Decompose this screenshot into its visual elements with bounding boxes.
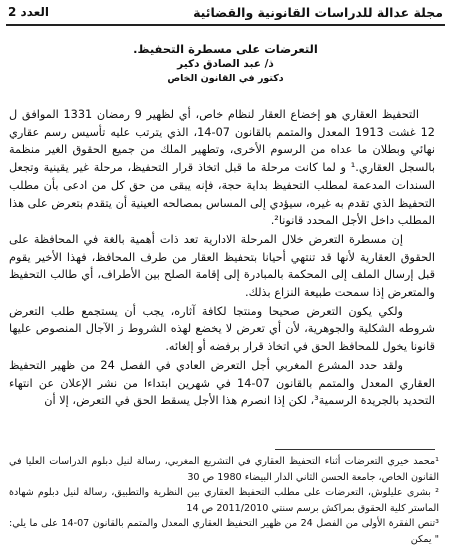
- header-rule: [6, 24, 445, 26]
- article-title: التعرضات على مسطرة التحفيظ.: [133, 42, 318, 56]
- running-header: [0, 0, 451, 24]
- body-paragraph: التحفيظ العقاري هو إخضاع العقار لنظام خاص، أي لظهير 9 رمضان 1331 الموافق ل 12 غشت 1913 المعدل والمتمم بالقانون 07-14، الذي يترتب عليه تأسيس رسم عقاري نهائي وبطلان ما عداه من الرسوم الأخرى، وتطهير الملك من جميع الحقوق الغير منظمة بالسجل العقاري.¹ و لما كانت مرحلة ما قبل اتخاذ قرار التحفيظ، مرحلة غير يقينية وتجعل السندات المدعمة لمطلب التحفيظ بداية حجة، فإنه يبقى من حق كل من ادعى بأن مطلب التحفيظ الذي تقدم به غيره، سيؤدي إلى المساس بمصالحه العينية أن يتقدم بتعرض على هذا المطلب داخل الأجل المحدد قانونا².: [9, 108, 435, 228]
- journal-name: مجلة عدالة للدراسات القانونية والقضائية: [193, 4, 443, 20]
- footnote: ² بشرى عليلوش، التعرضات على مطلب التحفيظ العقاري بين النظرية والتطبيق، رسالة لنيل دبلوم شهادة الماستر كلية الحقوق بمراكش برسم سنتي 2011/2010 ص 14: [9, 487, 439, 514]
- author-role: دكتور في القانون الخاص: [167, 73, 284, 84]
- body-paragraph: إن مسطرة التعرض خلال المرحلة الادارية تعد ذات أهمية بالغة في المحافظة على الحقوق العقارية لأنها قد تنتهي أحيانا بتحفيظ العقار من طرف المحافظ، فهذا الأخير يقوم قبل إرسال الملف إلى المحكمة بالمبادرة إلى إقامة الصلح بين الأطراف، أي طالب التحفيظ والمتعرض إذا سمحت طبيعة النزاع بذلك.: [9, 232, 435, 300]
- article-body: [9, 106, 435, 410]
- footnote-rule: [275, 449, 435, 450]
- body-paragraph: ولكي يكون التعرض صحيحا ومنتجا لكافة آثاره، يجب أن يستجمع طلب التعرض شروطه الشكلية والجوهرية، لأن أي تعرض لا يخضع لهذه الشروط ز الآجال المنصوص عليها قانونا يخول للمحافظ الحق في اتخاذ قرار برفضه أو إلغائه.: [9, 304, 435, 354]
- footnotes: [9, 454, 439, 548]
- footnote: ¹محمد خيري التعرضات أثناء التحفيظ العقاري في التشريع المغربي، رسالة لنيل دبلوم الدراسات العليا في القانون الخاص، جامعة الحسن الثاني الدار البيضاء 1980 ص 30: [9, 456, 439, 483]
- title-block: [0, 41, 451, 86]
- body-paragraph: ولقد حدد المشرع المغربي أجل التعرض العادي في الفصل 24 من ظهير التحفيظ العقاري المعدل والمتمم بالقانون 07-14 في شهرين ابتداءا من نشر الإعلان عن انتهاء التحديد بالجريدة الرسمية³، لكن إذا انصرم هذا الأجل يسقط الحق في التعرض، إلا أن: [9, 358, 435, 408]
- author-name: ذ/ عبد الصادق دكير: [177, 58, 274, 70]
- footnote: ³تنص الفقرة الأولى من الفصل 24 من ظهير التحفيظ العقاري المعدل والمتمم بالقانون 07-14 على ما يلي: " يمكن: [9, 518, 439, 545]
- issue-label: العدد 2: [8, 5, 50, 19]
